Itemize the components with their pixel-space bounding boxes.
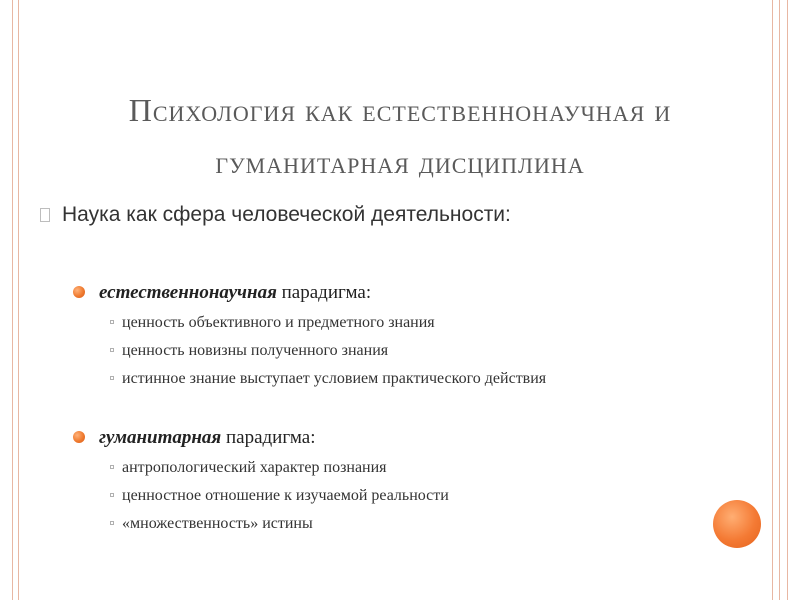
list-item-text: ценность новизны полученного знания (122, 342, 389, 359)
list-item (110, 314, 435, 332)
list-item-text: ценность объективного и предметного знания (122, 314, 435, 331)
paradigm-emphasis: естественнонаучная (99, 282, 277, 303)
right-border-line-3 (787, 0, 788, 600)
main-bullet (40, 203, 511, 227)
list-item (110, 487, 449, 505)
paradigm-rest: парадигма: (221, 427, 316, 448)
small-square-bullet-icon (110, 521, 114, 525)
small-square-bullet-icon (110, 493, 114, 497)
main-bullet-text: Наука как сфера человеческой деятельности: (62, 203, 511, 226)
paradigm-emphasis: гуманитарная (99, 427, 222, 448)
paradigm-humanities (73, 427, 316, 449)
list-item (110, 459, 387, 477)
square-bullet-icon (40, 208, 50, 222)
paradigm-natural-science (73, 282, 371, 304)
orange-dot-icon (73, 431, 85, 443)
list-item-text: антропологический характер познания (122, 459, 387, 476)
list-item-text: истинное знание выступает условием практического действия (122, 370, 547, 387)
orange-dot-icon (73, 286, 85, 298)
orange-circle-decoration (713, 500, 761, 548)
paradigm-rest: парадигма: (276, 282, 372, 303)
list-item (110, 515, 313, 533)
small-square-bullet-icon (110, 376, 114, 380)
small-square-bullet-icon (110, 465, 114, 469)
list-item (110, 342, 388, 360)
left-border-line-inner (18, 0, 19, 600)
list-item-text: «множественность» истины (122, 515, 313, 532)
slide-title (40, 84, 760, 188)
left-border-line (12, 0, 13, 600)
list-item-text: ценностное отношение к изучаемой реальности (122, 487, 449, 504)
title-line-1: Психология как естественнонаучная и (128, 92, 672, 128)
right-border-line-2 (779, 0, 780, 600)
list-item (110, 370, 546, 388)
title-line-2: гуманитарная дисциплина (215, 144, 585, 180)
small-square-bullet-icon (110, 320, 114, 324)
small-square-bullet-icon (110, 348, 114, 352)
right-border-line-1 (772, 0, 773, 600)
